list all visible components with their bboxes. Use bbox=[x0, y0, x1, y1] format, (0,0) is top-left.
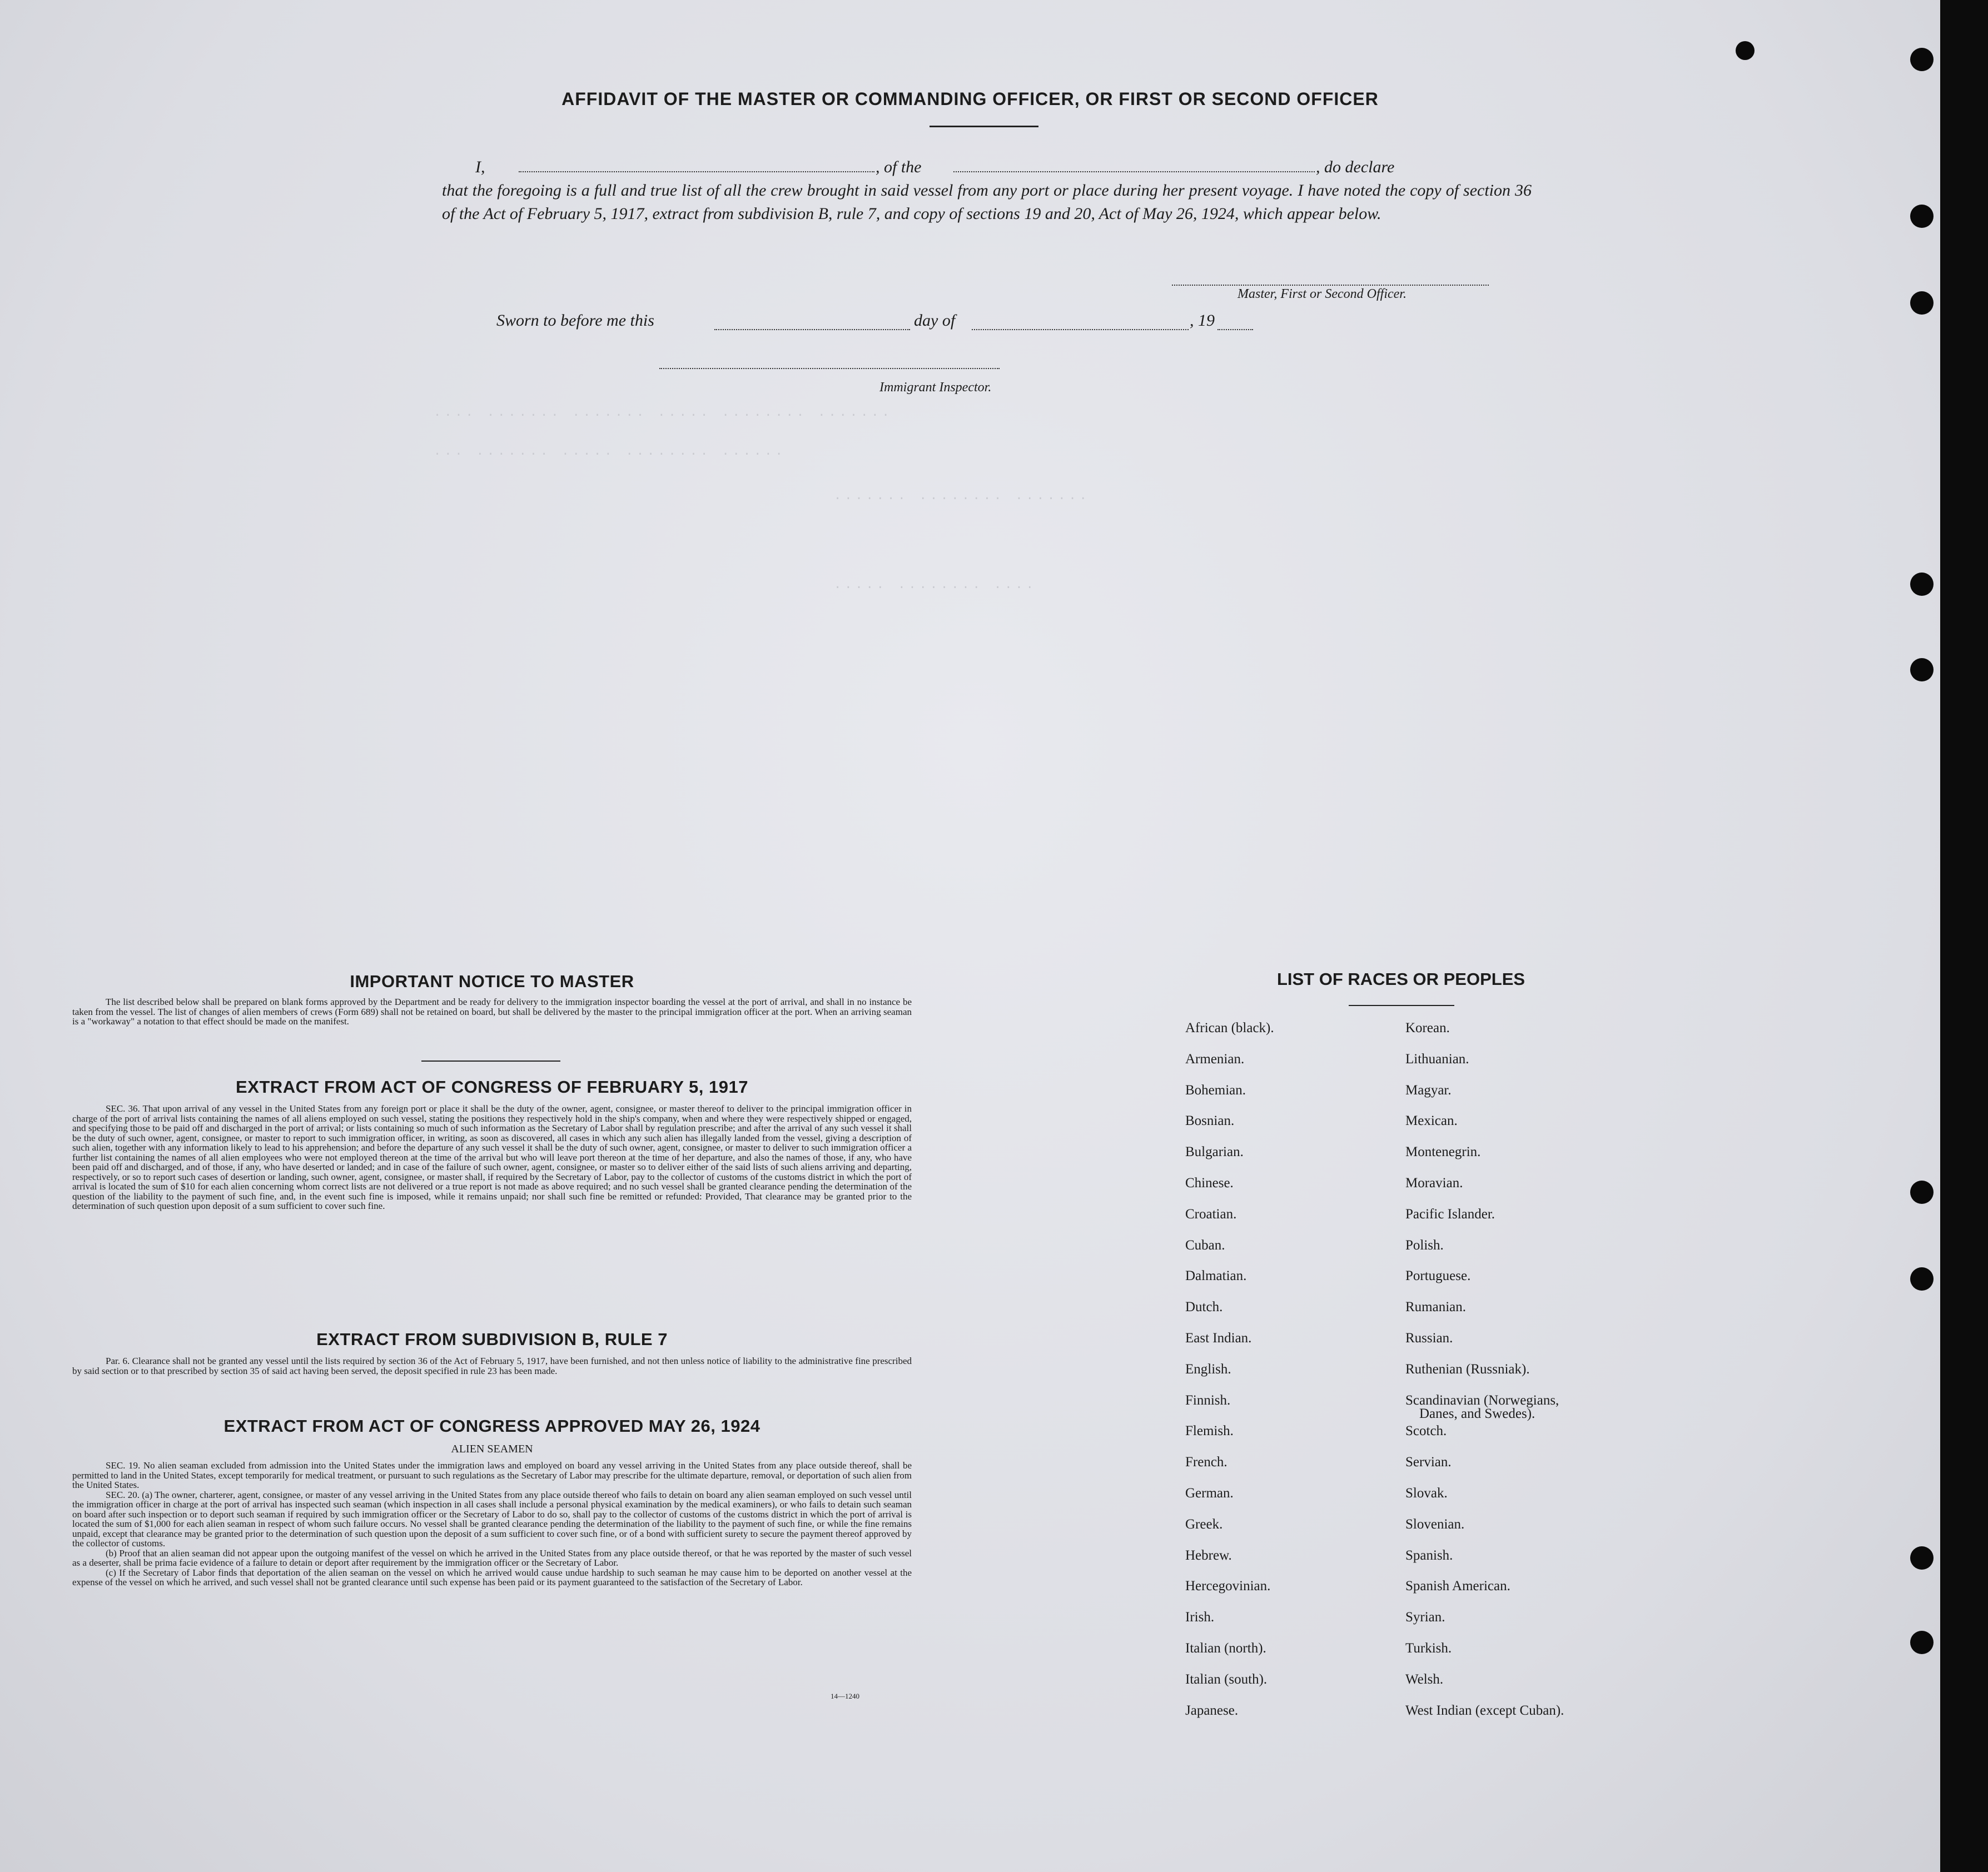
race-item: Hebrew. bbox=[1185, 1548, 1232, 1563]
race-item: Italian (north). bbox=[1185, 1641, 1266, 1656]
race-item: Bohemian. bbox=[1185, 1083, 1246, 1098]
punch-hole bbox=[1910, 658, 1934, 681]
race-item: Hercegovinian. bbox=[1185, 1579, 1271, 1594]
race-item: Scandinavian (Norwegians, Danes, and Swedes). bbox=[1405, 1393, 1559, 1421]
punch-hole bbox=[1910, 1546, 1934, 1570]
extract-1917-text: SEC. 36. That upon arrival of any vessel in the United States from any foreign port or place it shall be the duty of the owner, agent, consignee, or master thereof to deliver to the principal immigration officer in charge of the port of arrival lists containing the names of all aliens employed on such vessel, stating the positions they respectively hold in the ship's company, when and where they were respectively shipped or engaged, and specifying those to be paid off and discharged in the port of arrival; or lists containing so much of such information as the Secretary of Labor shall by regulation prescribe; and after the arrival of any such vessel it shall be the duty of such owner, agent, consignee, or master to report to such immigration officer, in writing, as soon as discovered, all cases in which any such alien has illegally landed from the vessel, giving a description of such alien, together with any information likely to lead to his apprehension; and before the departure of any such vessel it shall be the duty of such owner, agent, consignee, or master to deliver to such immigration officer a further list containing the names of all alien employees who were not employed thereon at the time of the arrival but who will leave port thereon at the time of her departure, and also the names of those, if any, who have been paid off and discharged, and of those, if any, who have deserted or landed; and in case of the failure of such owner, agent, consignee, or master so to deliver either of the said lists of such aliens arriving and departing, respectively, or so to report such cases of desertion or landing, such owner, agent, consignee, or master shall, if required by the Secretary of Labor, pay to the collector of customs of the customs district in which the port of arrival is located the sum of $10 for each alien concerning whom correct lists are not delivered or a true report is not made as above required; and no such vessel shall be granted clearance pending the determination of the question of the liability to the payment of such fine, and, in the event such fine is imposed, while it remains unpaid; nor shall such fine be remitted or refunded: Provided, That clearance may be granted prior to the determination of such question upon deposit of a sum sufficient to cover such fine. bbox=[72, 1103, 912, 1211]
race-item: Rumanian. bbox=[1405, 1300, 1467, 1315]
race-item: Italian (south). bbox=[1185, 1672, 1268, 1687]
race-item: Magyar. bbox=[1405, 1083, 1452, 1098]
race-item: African (black). bbox=[1185, 1020, 1274, 1035]
vessel-name-field[interactable] bbox=[953, 171, 1315, 172]
races-title-underline bbox=[1349, 1005, 1454, 1006]
race-item: Russian. bbox=[1405, 1331, 1453, 1346]
vessel-label: , of the bbox=[876, 158, 922, 176]
notice-text: The list described below shall be prepared on blank forms approved by the Department and be ready for delivery to the immigration inspector boarding the vessel at the port of arrival, and shall in no instance be taken from the vessel. The list of changes of alien members of crews (Form 689) shall not be retained on board, but shall be delivered by the master to the principal immigration officer at the port. When an arriving seaman is a "workaway" a notation to that effect should be made on the manifest. bbox=[72, 997, 912, 1027]
race-item: Cuban. bbox=[1185, 1238, 1225, 1253]
race-item: Chinese. bbox=[1185, 1176, 1234, 1191]
race-item: Lithuanian. bbox=[1405, 1052, 1469, 1067]
race-item: Scotch. bbox=[1405, 1423, 1447, 1438]
race-item: Armenian. bbox=[1185, 1052, 1245, 1067]
day-of-label: day of bbox=[914, 311, 956, 330]
form-number: 14—1240 bbox=[831, 1692, 859, 1700]
race-item: Slovak. bbox=[1405, 1486, 1448, 1501]
extract-1924-title: EXTRACT FROM ACT OF CONGRESS APPROVED MAY 26, 1924 bbox=[223, 1416, 761, 1436]
title-underline bbox=[930, 126, 1038, 127]
races-title: LIST OF RACES OR PEOPLES bbox=[1276, 969, 1525, 989]
inspector-signature-field[interactable] bbox=[659, 368, 1000, 369]
race-item: Ruthenian (Russniak). bbox=[1405, 1362, 1530, 1377]
notice-title: IMPORTANT NOTICE TO MASTER bbox=[350, 972, 634, 991]
race-item: Slovenian. bbox=[1405, 1517, 1465, 1532]
punch-hole bbox=[1910, 205, 1934, 228]
alien-seamen-subtitle: ALIEN SEAMEN bbox=[451, 1443, 533, 1455]
sworn-label: Sworn to before me this bbox=[496, 311, 654, 330]
punch-hole bbox=[1910, 48, 1934, 71]
bleed-through-text: .... ....... ....... ..... ........ ....... bbox=[434, 406, 893, 420]
race-item: Polish. bbox=[1405, 1238, 1444, 1253]
declarant-name-field[interactable] bbox=[519, 171, 874, 172]
sec20c-text: (c) If the Secretary of Labor finds that deportation of the alien seaman on the vessel on which he arrived would cause undue hardship to such seaman he may cause him to be deported on another vessel at the expense of the vessel on which he arrived, and such vessel shall not be granted clearance until such expense has been paid or its payment guaranteed to the satisfaction of the Secretary of Labor. bbox=[72, 1567, 912, 1587]
declaration-text: that the foregoing is a full and true list of all the crew brought in said vessel from any port or place during her present voyage. I have noted the copy of section 36 of the Act of February 5, 1917, extract from subdivision B, rule 7, and copy of sections 19 and 20, Act of May 26, 1924, which appear below. bbox=[442, 181, 1532, 223]
punch-hole bbox=[1736, 41, 1755, 60]
inspector-label: Immigrant Inspector. bbox=[879, 380, 992, 395]
race-item: Finnish. bbox=[1185, 1393, 1231, 1408]
race-item: French. bbox=[1185, 1455, 1227, 1470]
race-item: East Indian. bbox=[1185, 1331, 1252, 1346]
race-item: Portuguese. bbox=[1405, 1268, 1471, 1283]
rule7-text: Par. 6. Clearance shall not be granted any vessel until the lists required by section 36 of the Act of February 5, 1917, have been furnished, and not then unless notice of liability to the administrative fine prescribed by said section or to that prescribed by section 35 of said act having been served, the deposit specified in rule 23 has been made. bbox=[72, 1356, 912, 1376]
sec20b-text: (b) Proof that an alien seaman did not appear upon the outgoing manifest of the vessel on which he arrived in the United States from any place outside thereof, or that he was reported by the master of such vessel as a deserter, shall be prima facie evidence of a failure to detain or deport after requirement by the immigration officer or the Secretary of Labor. bbox=[72, 1547, 912, 1568]
declare-label: , do declare bbox=[1316, 158, 1395, 176]
bleed-through-text: ..... ........ .... bbox=[834, 578, 1037, 592]
race-item: Syrian. bbox=[1405, 1610, 1445, 1625]
master-signature-field[interactable] bbox=[1172, 285, 1489, 286]
punch-hole bbox=[1910, 572, 1934, 596]
sworn-day-field[interactable] bbox=[714, 329, 910, 330]
affidavit-title: AFFIDAVIT OF THE MASTER OR COMMANDING OFFICER, OR FIRST OR SECOND OFFICER bbox=[561, 89, 1379, 109]
punch-hole bbox=[1910, 1267, 1934, 1291]
sworn-year-field[interactable] bbox=[1217, 329, 1253, 330]
master-signature-label: Master, First or Second Officer. bbox=[1237, 287, 1406, 301]
race-item: Welsh. bbox=[1405, 1672, 1444, 1687]
extract-1924-text bbox=[72, 1461, 912, 1587]
race-item: Irish. bbox=[1185, 1610, 1215, 1625]
race-item: German. bbox=[1185, 1486, 1234, 1501]
race-item: Flemish. bbox=[1185, 1423, 1234, 1438]
extract-1917-title: EXTRACT FROM ACT OF CONGRESS OF FEBRUARY 5, 1917 bbox=[236, 1077, 748, 1097]
punch-hole bbox=[1910, 1181, 1934, 1204]
race-item: Moravian. bbox=[1405, 1176, 1463, 1191]
section-divider bbox=[421, 1061, 560, 1062]
punch-hole bbox=[1910, 291, 1934, 315]
rule7-title: EXTRACT FROM SUBDIVISION B, RULE 7 bbox=[316, 1330, 668, 1349]
race-item: Croatian. bbox=[1185, 1207, 1237, 1222]
declarant-label: I, bbox=[475, 158, 485, 176]
race-item: Spanish. bbox=[1405, 1548, 1453, 1563]
race-item: Servian. bbox=[1405, 1455, 1452, 1470]
race-item: West Indian (except Cuban). bbox=[1405, 1703, 1564, 1718]
race-item: Bosnian. bbox=[1185, 1113, 1235, 1128]
bleed-through-text: ....... ........ ....... bbox=[834, 489, 1090, 503]
punch-hole bbox=[1910, 1631, 1934, 1654]
race-item: Pacific Islander. bbox=[1405, 1207, 1495, 1222]
year-label: , 19 bbox=[1190, 311, 1215, 330]
race-item: Spanish American. bbox=[1405, 1579, 1510, 1594]
race-item: Korean. bbox=[1405, 1020, 1450, 1035]
race-item: Mexican. bbox=[1405, 1113, 1458, 1128]
race-item: Dalmatian. bbox=[1185, 1268, 1247, 1283]
race-item: Montenegrin. bbox=[1405, 1144, 1481, 1159]
race-item: Bulgarian. bbox=[1185, 1144, 1244, 1159]
race-item: Japanese. bbox=[1185, 1703, 1239, 1718]
sec20a-text: SEC. 20. (a) The owner, charterer, agent, consignee, or master of any vessel arriving in the United States from any place outside thereof who fails to detain on board any alien seaman employed on such vessel until the immigration officer in charge at the port of arrival has inspected such seaman (which inspection in all cases shall include a personal physical examination by the medical examiners), or who fails to detain such seaman on board after such inspection or to deport such seaman if required by such immigration officer or the Secretary of Labor to do so, shall pay to the collector of customs of the customs district in which the port of arrival is located the sum of $1,000 for each alien seaman in respect of whom such failure occurs. No vessel shall be granted clearance pending the determination of the liability to the payment of such fine, or while the fine remains unpaid, except that clearance may be granted prior to the determination of such question upon the deposit of a sum sufficient to cover such fine, or of a bond with sufficient surety to secure the payment thereof approved by the collector of customs. bbox=[72, 1489, 912, 1549]
race-item: Dutch. bbox=[1185, 1300, 1223, 1315]
sworn-month-field[interactable] bbox=[972, 329, 1189, 330]
sec19-text: SEC. 19. No alien seaman excluded from admission into the United States under the immigration laws and employed on board any vessel arriving in the United States from any place outside thereof, shall be permitted to land in the United States, except temporarily for medical treatment, or pursuant to such regulations as the Secretary of Labor may prescribe for the ultimate departure, removal, or deportation of such alien from the United States. bbox=[72, 1460, 912, 1490]
bleed-through-text: ... ....... ..... ........ ...... bbox=[434, 445, 786, 459]
race-item: Turkish. bbox=[1405, 1641, 1452, 1656]
race-item: Greek. bbox=[1185, 1517, 1223, 1532]
affidavit-declaration bbox=[442, 156, 1532, 226]
race-item: English. bbox=[1185, 1362, 1231, 1377]
